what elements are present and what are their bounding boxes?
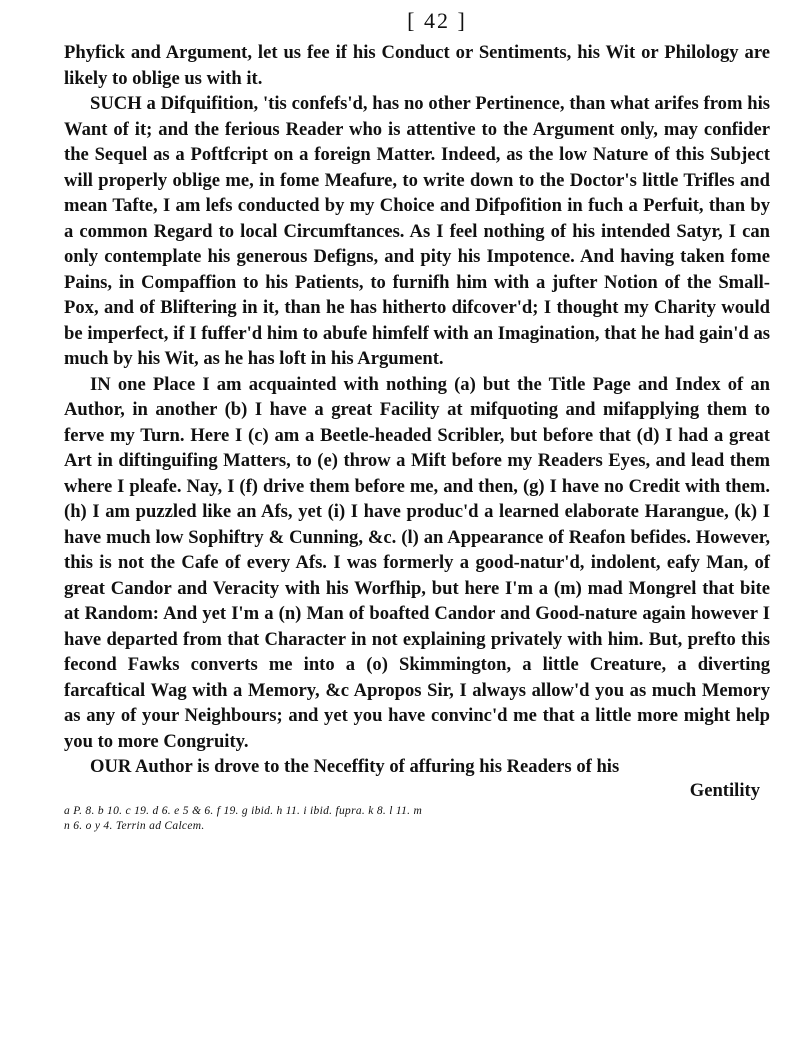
body-text: [64, 40, 770, 780]
footnote-line-1: a P. 8. b 10. c 19. d 6. e 5 & 6. f 19. g ibid. h 11. i ibid. fupra. k 8. l 11. m: [64, 804, 423, 817]
footnote-line-2: n 6. o y 4. Terrin ad Calcem.: [64, 819, 205, 832]
footnote-references: [64, 804, 770, 834]
paragraph-3: IN one Place I am acquainted with nothing (a) but the Title Page and Index of an Author, in another (b) I have a great Facility at mifquoting and mifapplying them to ferve my Turn. Here I (c) am a Beetle-headed Scribler, but before that (d) I had a great Art in diftinguifing Matters, to (e) throw a Mift before my Readers Eyes, and lead them where I pleafe. Nay, I (f) drive them before me, and then, (g) I have no Credit with them. (h) I am puzzled like an Afs, yet (i) I have produc'd a learned elaborate Harangue, (k) I have much low Sophiftry & Cunning, &c. (l) an Appearance of Reafon befides. However, this is not the Cafe of every Afs. I was formerly a good-natur'd, indolent, eafy Man, of great Candor and Veracity with his Worfhip, but here I'm a (m) mad Mongrel that bite at Random: And yet I'm a (n) Man of boafted Candor and Good-nature again however I have departed from that Character in not explaining privately with him. But, prefto this fecond Fawks converts me into a (o) Skimmington, a little Creature, a diverting farcaftical Wag with a Memory, &c Apropos Sir, I always allow'd you as much Memory as any of your Neighbours; and yet you have convinc'd me that a little more might help you to more Congruity.: [64, 373, 770, 752]
page-number: [ 42 ]: [407, 8, 467, 33]
paragraph-4: OUR Author is drove to the Neceffity of affuring his Readers of his: [90, 756, 620, 777]
paragraph-1: Phyfick and Argument, let us fee if his Conduct or Sentiments, his Wit or Philology are likely to oblige us with it.: [64, 42, 770, 89]
paragraph-2: SUCH a Difquifition, 'tis confefs'd, has no other Pertinence, than what arifes from his Want of it; and the ferious Reader who is attentive to the Argument only, may confider the Sequel as a Poftfcript on a foreign Matter. Indeed, as the low Nature of this Subject will properly oblige me, in fome Meafure, to write down to the Doctor's little Trifles and mean Tafte, I am lefs conducted by my Choice and Difpofition in fuch a Perfuit, than by a common Regard to local Circumftances. As I feel nothing of his intended Satyr, I can only contemplate his generous Defigns, and pity his Impotence. And having taken fome Pains, in Compaffion to his Patients, to furnifh him with a jufter Notion of the Small-Pox, and of Bliftering in it, than he has hitherto difcover'd; I thought my Charity would be imperfect, if I fuffer'd him to abufe himfelf with an Imagination, that he had gain'd as much by his Wit, as he has loft in his Argument.: [64, 93, 770, 369]
catchword: Gentility: [689, 779, 760, 801]
